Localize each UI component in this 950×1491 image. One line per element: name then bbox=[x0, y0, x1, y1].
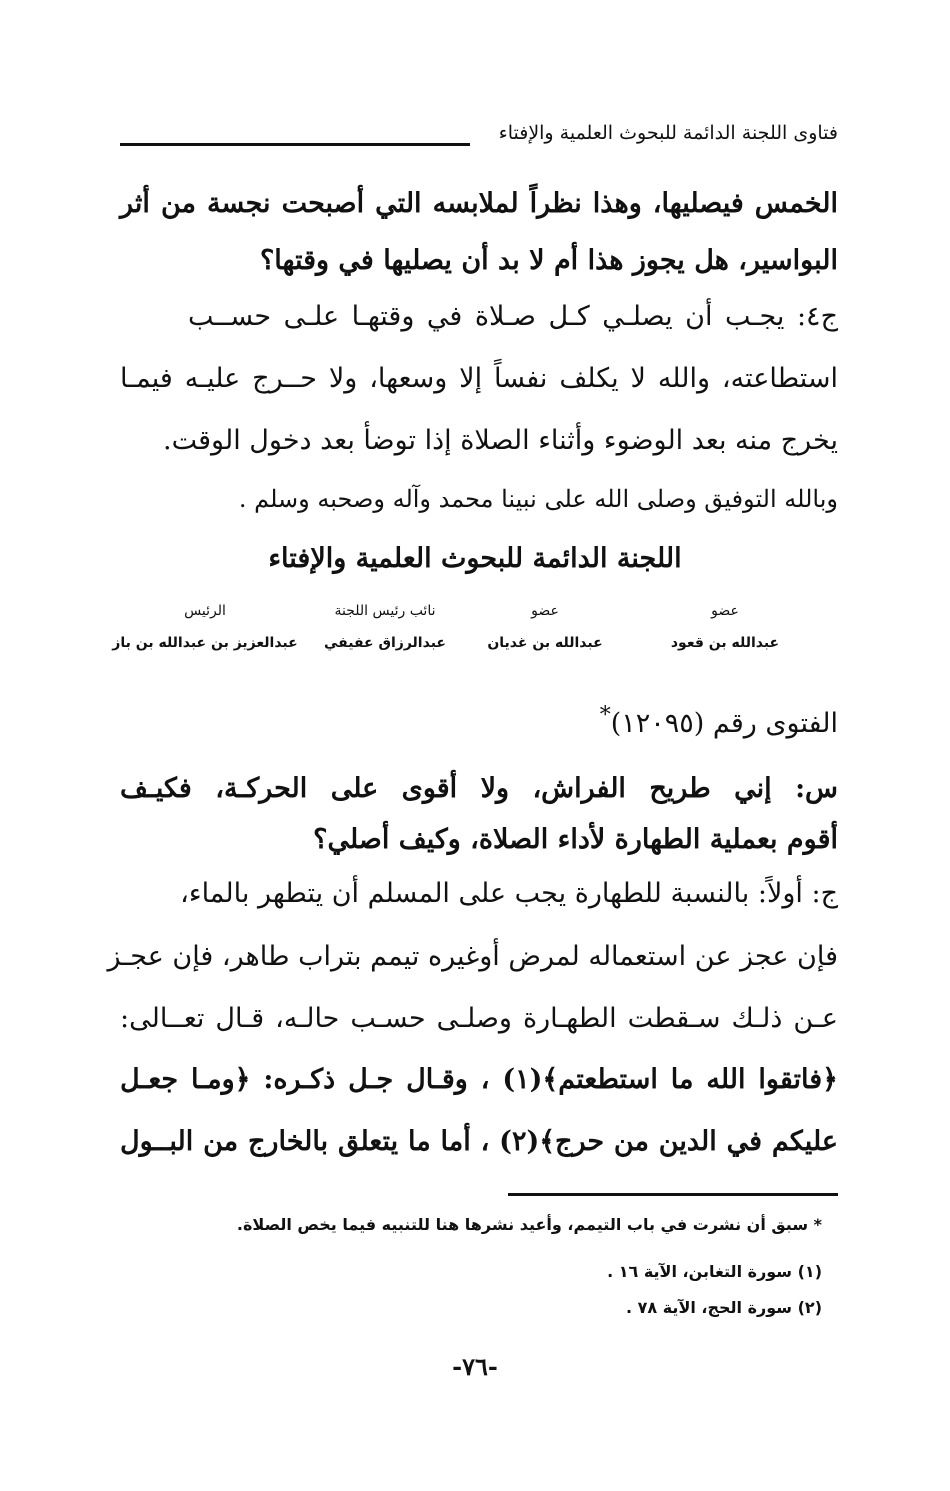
footnote-rule bbox=[508, 1193, 838, 1196]
fatwa-answer-line-4: ﴿فاتقوا الله ما استطعتم﴾(١) ، وقـال جـل ذكـره: ﴿ومـا جعـل bbox=[120, 1064, 839, 1095]
header-rule bbox=[120, 143, 470, 146]
member-role: الرئيس bbox=[184, 603, 226, 619]
fatwa-answer-line-3: عـن ذلـك سـقطت الطهـارة وصلـى حسـب حالـه، قـال تعــالى: bbox=[120, 1003, 838, 1034]
fatwa-number: الفتوى رقم (١٢٠٩٥) bbox=[610, 708, 838, 739]
footnote-star: * سبق أن نشرت في باب التيمم، وأعيد نشرها هنا للتنبيه فيما يخص الصلاة. bbox=[236, 1215, 822, 1234]
question-line-1: الخمس فيصليها، وهذا نظراً لملابسه التي أصبحت نجسة من أثر bbox=[120, 188, 838, 219]
closing-line: وبالله التوفيق وصلى الله على نبينا محمد وآله وصحبه وسلم . bbox=[238, 485, 838, 513]
footnote-2: (٢) سورة الحج، الآية ٧٨ . bbox=[625, 1298, 822, 1317]
fatwa-question-line-2: أقوم بعملية الطهارة لأداء الصلاة، وكيف أصلي؟ bbox=[313, 824, 838, 855]
running-title: فتاوى اللجنة الدائمة للبحوث العلمية والإفتاء bbox=[498, 122, 838, 144]
signature-chairman bbox=[100, 603, 310, 651]
fatwa-question-line-1: س: إني طريح الفراش، ولا أقوى على الحركـة، فكيـف bbox=[120, 773, 838, 804]
running-header bbox=[120, 116, 838, 152]
fatwa-answer-line-1: ج: أولاً: بالنسبة للطهارة يجب على المسلم أن يتطهر بالماء، bbox=[180, 878, 838, 909]
member-name: عبدالله بن قعود bbox=[670, 635, 780, 651]
answer-line-1: ج٤: يجـب أن يصلـي كـل صـلاة في وقتهـا علـى حســب bbox=[188, 301, 838, 332]
question-line-2: البواسير، هل يجوز هذا أم لا بد أن يصليها في وقتها؟ bbox=[259, 245, 838, 276]
page-number: -٧٦- bbox=[452, 1352, 498, 1381]
member-name: عبدالله بن غديان bbox=[487, 635, 603, 651]
member-name: عبدالعزيز بن عبدالله بن باز bbox=[112, 635, 298, 651]
footnote-marker: * bbox=[599, 703, 611, 728]
fatwa-heading bbox=[188, 705, 838, 737]
answer-line-2: استطاعته، والله لا يكلف نفساً إلا وسعها، ولا حــرج عليـه فيمـا bbox=[120, 363, 838, 394]
member-name: عبدالرزاق عفيفي bbox=[324, 635, 446, 651]
footnote-1: (١) سورة التغابن، الآية ١٦ . bbox=[607, 1262, 822, 1281]
signature-vice-chairman bbox=[290, 603, 480, 651]
fatwa-answer-line-5: عليكم في الدين من حرج﴾(٢) ، أما ما يتعلق بالخارج من البــول bbox=[120, 1126, 838, 1157]
fatwa-answer-line-2: فإن عجز عن استعماله لمرض أوغيره تيمم بتراب طاهر، فإن عجـز bbox=[107, 941, 838, 972]
signature-member-1 bbox=[630, 603, 820, 651]
member-role: نائب رئيس اللجنة bbox=[334, 603, 436, 619]
member-role: عضو bbox=[711, 603, 739, 619]
member-role: عضو bbox=[531, 603, 559, 619]
committee-title: اللجنة الدائمة للبحوث العلمية والإفتاء bbox=[268, 543, 682, 574]
answer-line-3: يخرج منه بعد الوضوء وأثناء الصلاة إذا توضأ بعد دخول الوقت. bbox=[163, 425, 838, 456]
